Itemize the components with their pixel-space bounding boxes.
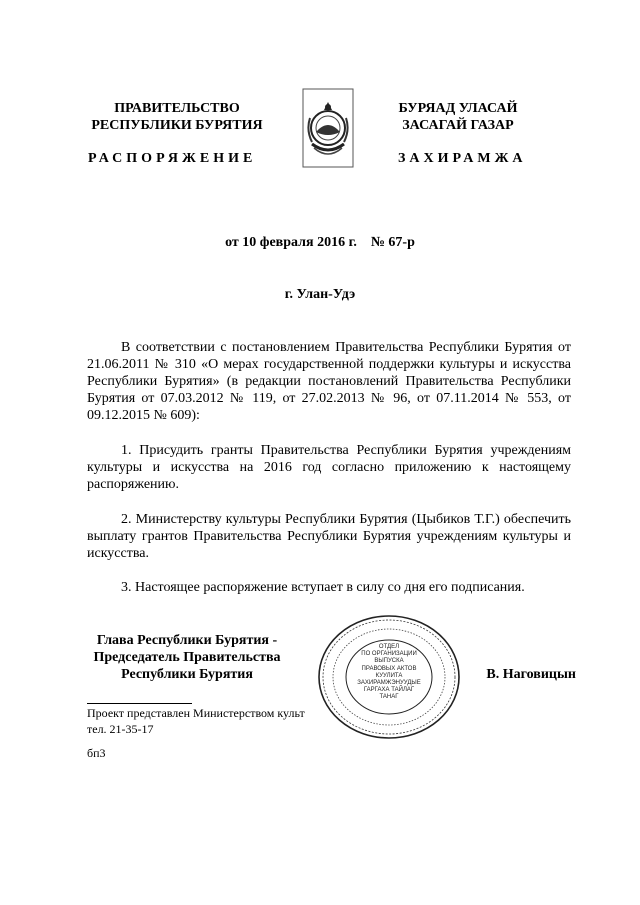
signatory-title-line3: Республики Бурятия xyxy=(121,667,253,682)
preamble-paragraph: В соответствии с постановлением Правительства Республики Бурятия от 21.06.2011 № 310 «О мерах государственной поддержки культуры и искусства Республики Бурятия» (в редакции постановлений Правительства Республики Бурятия от 07.03.2012 № 119, от 27.02.2013 № 96, от 07.11.2014 № 553, от 09.12.2015 № 609): xyxy=(87,340,571,423)
stamp-line4: ПРАВОВЫХ АКТОВ xyxy=(361,665,417,672)
stamp-line6: ЗАХИРАМЖЭНУУДЫЕ xyxy=(357,680,421,687)
item-1-paragraph: 1. Присудить гранты Правительства Республики Бурятия учреждениям культуры и искусства на 2016 год согласно приложению к настоящему распоряжению. xyxy=(87,443,571,492)
stamp-line3: ВЫПУСКА xyxy=(374,658,404,665)
doc-type-right: ЗАХИРАМЖА xyxy=(398,151,527,166)
header-left-block xyxy=(82,100,272,134)
stamp-text xyxy=(347,644,431,702)
header-right-line1: БУРЯАД УЛАСАЙ xyxy=(398,101,518,116)
phone-number: тел. 21-35-17 xyxy=(87,722,154,736)
stamp-line1: ОТДЕЛ xyxy=(378,644,400,650)
city: г. Улан-Удэ xyxy=(284,287,356,302)
header-left-line1: ПРАВИТЕЛЬСТВО xyxy=(114,101,240,116)
prepared-by-note: Проект представлен Министерством культ xyxy=(87,706,305,720)
header-right-block xyxy=(378,100,538,134)
stamp-line8: ТАНАГ xyxy=(379,694,399,701)
emblem-icon xyxy=(302,88,354,168)
item-3-paragraph: 3. Настоящее распоряжение вступает в силу со дня его подписания. xyxy=(121,580,525,595)
header-right-line2: ЗАСАГАЙ ГАЗАР xyxy=(402,118,514,133)
signatory-name: В. Наговицын xyxy=(486,667,576,682)
stamp-line7: ГАРГАХА ТАЙЛАГ xyxy=(363,687,415,694)
signatory-title-line2: Председатель Правительства xyxy=(93,650,281,665)
footer-divider xyxy=(87,703,192,704)
doc-type-left: РАСПОРЯЖЕНИЕ xyxy=(88,151,257,166)
stamp-line5: КУУЛИТА xyxy=(375,672,403,679)
coat-of-arms-emblem xyxy=(302,88,354,168)
document-code: бп3 xyxy=(87,746,106,760)
date-and-number: от 10 февраля 2016 г. № 67-р xyxy=(225,235,415,250)
stamp-line2: ПО ОРГАНИЗАЦИИ xyxy=(361,651,417,658)
official-stamp xyxy=(317,614,461,740)
signatory-title-line1: Глава Республики Бурятия - xyxy=(96,633,278,648)
header-left-line2: РЕСПУБЛИКИ БУРЯТИЯ xyxy=(91,118,263,133)
signatory-title xyxy=(82,632,292,683)
item-2-paragraph: 2. Министерству культуры Республики Бурятия (Цыбиков Т.Г.) обеспечить выплату грантов Правительства Республики Бурятия учреждениям культуры и искусства. xyxy=(87,512,571,561)
